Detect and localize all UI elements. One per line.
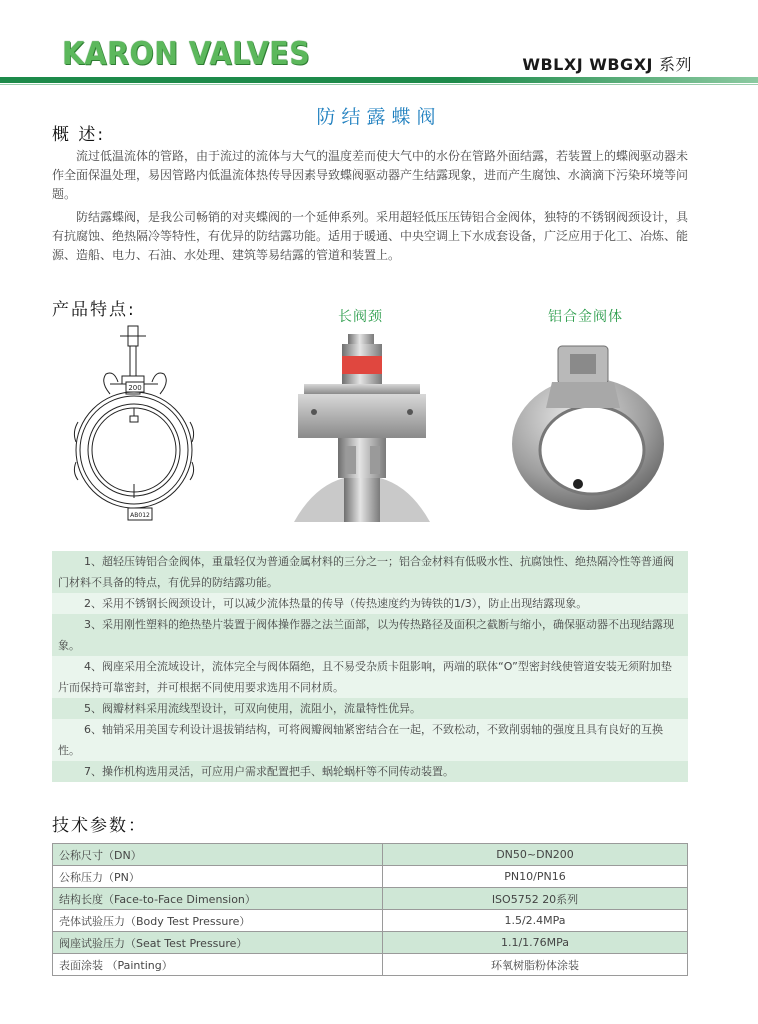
series-label: [522, 52, 692, 75]
aluminum-body-photo: [508, 336, 670, 526]
feature-item-7: 7、操作机构选用灵活，可应用户需求配置把手、蜗轮蜗杆等不同传动装置。: [52, 761, 688, 782]
company-logo: KARON VALVES: [62, 36, 311, 72]
drawing-label-size: 200: [128, 384, 142, 392]
param-value: 1.5/2.4MPa: [383, 910, 688, 932]
drawing-label-code: AB012: [130, 512, 150, 519]
table-row: [53, 932, 688, 954]
table-row: [53, 866, 688, 888]
series-suffix: 系列: [658, 55, 692, 74]
features-heading: 产品特点:: [52, 300, 136, 320]
overview-paragraph-2: 防结露蝶阀，是我公司畅销的对夹蝶阀的一个延伸系列。采用超轻低压压铸铝合金阀体，独特的不锈钢阀颈设计，具有抗腐蚀、绝热隔冷等特性，有优异的防结露功能。适用于暖通、中央空调上下水成套设备，广泛应用于化工、冶炼、能源、造船、电力、石油、水处理、建筑等易结露的管道和装置上。: [52, 210, 689, 262]
feature-list: [52, 551, 688, 782]
param-label: 阀座试验压力（Seat Test Pressure）: [53, 932, 383, 954]
table-row: [53, 954, 688, 976]
caption-aluminum-body: 铝合金阀体: [548, 309, 623, 325]
page-header: [0, 0, 758, 90]
param-value: PN10/PN16: [383, 866, 688, 888]
table-row: [53, 910, 688, 932]
param-label: 表面涂装 （Painting）: [53, 954, 383, 976]
feature-item-4: 4、阀座采用全流域设计，流体完全与阀体隔绝，且不易受杂质卡阻影响，两端的联体“O”型密封线使管道安装无须附加垫片而保持可靠密封，并可根据不同使用要求选用不同材质。: [52, 656, 688, 698]
overview-heading: 概 述:: [52, 125, 106, 145]
table-row: [53, 844, 688, 866]
param-value: DN50~DN200: [383, 844, 688, 866]
long-neck-photo: [274, 326, 450, 526]
page-title: 防结露蝶阀: [316, 106, 442, 128]
param-label: 结构长度（Face-to-Face Dimension）: [53, 888, 383, 910]
feature-item-6: 6、轴销采用美国专利设计退拔销结构，可将阀瓣阀轴紧密结合在一起，不致松动，不致削弱轴的强度且具有良好的互换性。: [52, 719, 688, 761]
header-divider-thin: [0, 84, 758, 85]
param-label: 公称尺寸（DN）: [53, 844, 383, 866]
param-value: 环氧树脂粉体涂装: [383, 954, 688, 976]
series-code: WBLXJ WBGXJ: [522, 55, 653, 74]
overview-paragraph-1: 流过低温流体的管路，由于流过的流体与大气的温度差而使大气中的水份在管路外面结露，若装置上的蝶阀驱动器未作全面保温处理，易因管路内低温流体热传导因素导致蝶阀驱动器产生结露现象，进而产生腐蚀、水滴滴下污染环境等问题。: [52, 149, 689, 201]
param-label: 壳体试验压力（Body Test Pressure）: [53, 910, 383, 932]
header-divider: [0, 77, 758, 83]
table-row: [53, 888, 688, 910]
valve-technical-drawing: [70, 322, 200, 532]
tech-params-table: [52, 843, 688, 976]
caption-long-neck: 长阀颈: [338, 309, 383, 325]
param-label: 公称压力（PN）: [53, 866, 383, 888]
feature-item-3: 3、采用刚性塑料的绝热垫片装置于阀体操作器之法兰面部，以为传热路径及面积之截断与缩小，确保驱动器不出现结露现象。: [52, 614, 688, 656]
param-value: ISO5752 20系列: [383, 888, 688, 910]
feature-item-1: 1、超轻压铸铝合金阀体，重量轻仅为普通金属材料的三分之一；铝合金材料有低吸水性、抗腐蚀性、绝热隔冷性等普通阀门材料不具备的特点，有优异的防结露功能。: [52, 551, 688, 593]
tech-params-heading: 技术参数：: [52, 816, 147, 836]
feature-item-5: 5、阀瓣材料采用流线型设计，可双向使用，流阻小，流量特性优异。: [52, 698, 688, 719]
feature-item-2: 2、采用不锈钢长阀颈设计，可以减少流体热量的传导（传热速度约为铸铁的1/3），防止出现结露现象。: [52, 593, 688, 614]
param-value: 1.1/1.76MPa: [383, 932, 688, 954]
